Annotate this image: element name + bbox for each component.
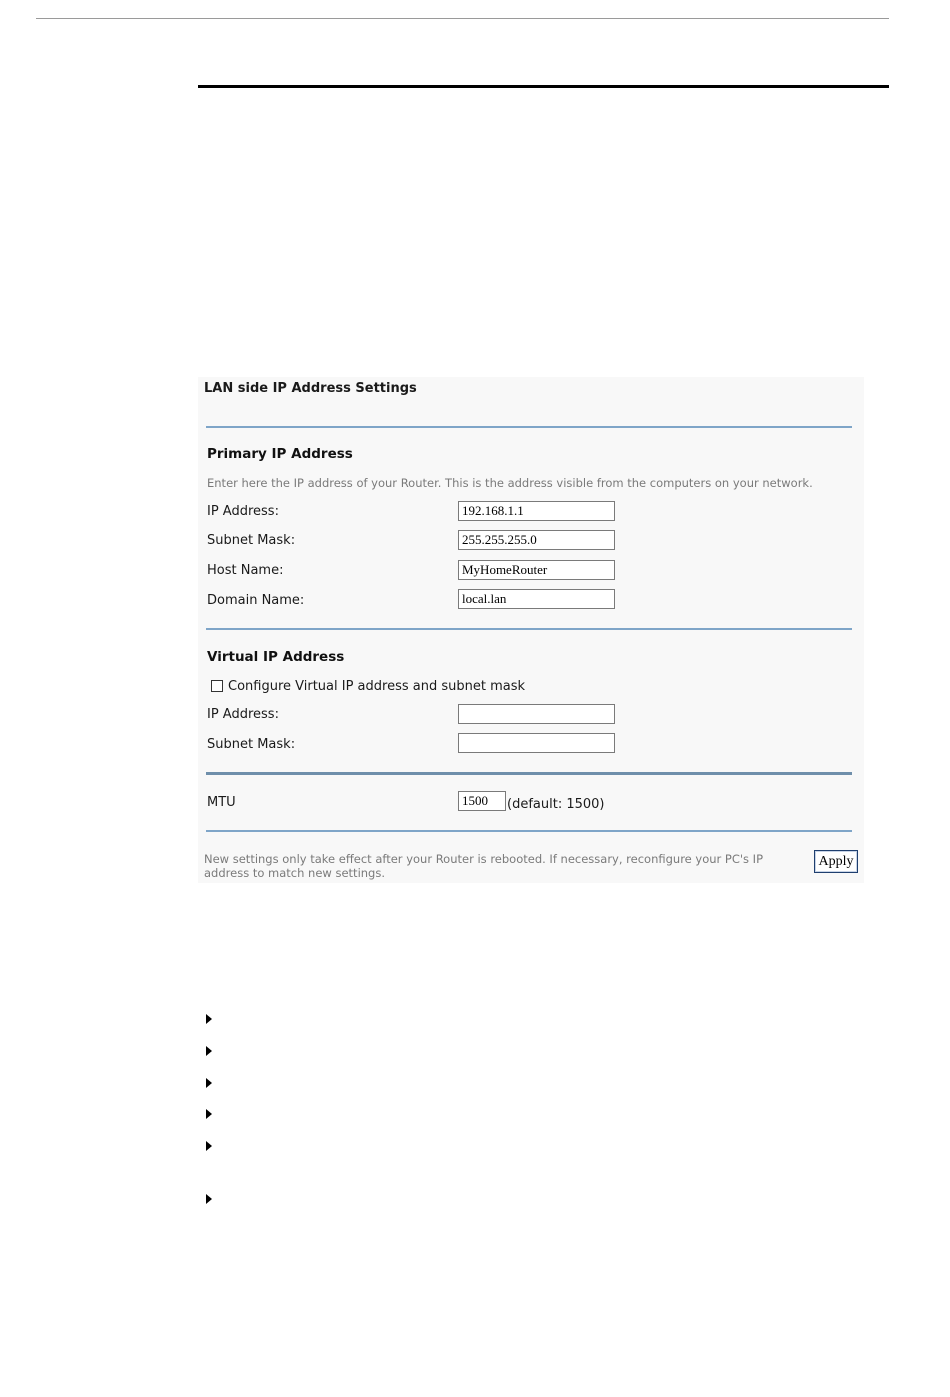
host-name-label: Host Name: <box>207 563 284 578</box>
domain-name-label: Domain Name: <box>207 593 305 608</box>
section-rule <box>198 85 889 88</box>
header-rule <box>36 18 889 19</box>
mtu-label: MTU <box>207 795 236 810</box>
virtual-subnet-mask-input[interactable] <box>458 733 615 753</box>
triangle-right-icon <box>206 1014 212 1024</box>
apply-button[interactable]: Apply <box>814 850 858 873</box>
virtual-ip-heading: Virtual IP Address <box>207 649 345 665</box>
divider <box>206 628 852 630</box>
mtu-default-text: (default: 1500) <box>507 797 605 812</box>
divider <box>206 830 852 832</box>
primary-ip-heading: Primary IP Address <box>207 446 353 462</box>
triangle-right-icon <box>206 1046 212 1056</box>
triangle-right-icon <box>206 1141 212 1151</box>
lan-settings-panel <box>198 377 864 883</box>
domain-name-input[interactable] <box>458 589 615 609</box>
reboot-note: New settings only take effect after your Router is rebooted. If necessary, reconfigure your PC's IP address to match new settings. <box>204 852 764 880</box>
ip-address-label: IP Address: <box>207 504 279 519</box>
virtual-ip-checkbox-label: Configure Virtual IP address and subnet mask <box>228 679 526 694</box>
subnet-mask-label: Subnet Mask: <box>207 533 296 548</box>
triangle-right-icon <box>206 1078 212 1088</box>
virtual-subnet-mask-label: Subnet Mask: <box>207 737 296 752</box>
subnet-mask-input[interactable] <box>458 530 615 550</box>
host-name-input[interactable] <box>458 560 615 580</box>
virtual-ip-address-label: IP Address: <box>207 707 279 722</box>
mtu-input[interactable] <box>458 791 506 811</box>
triangle-right-icon <box>206 1109 212 1119</box>
virtual-ip-address-input[interactable] <box>458 704 615 724</box>
triangle-right-icon <box>206 1194 212 1204</box>
primary-ip-description: Enter here the IP address of your Router. This is the address visible from the computers on your network. <box>207 476 813 490</box>
ip-address-input[interactable] <box>458 501 615 521</box>
panel-title: LAN side IP Address Settings <box>204 381 417 396</box>
divider <box>206 426 852 428</box>
virtual-ip-checkbox[interactable] <box>211 680 223 692</box>
divider <box>206 772 852 775</box>
